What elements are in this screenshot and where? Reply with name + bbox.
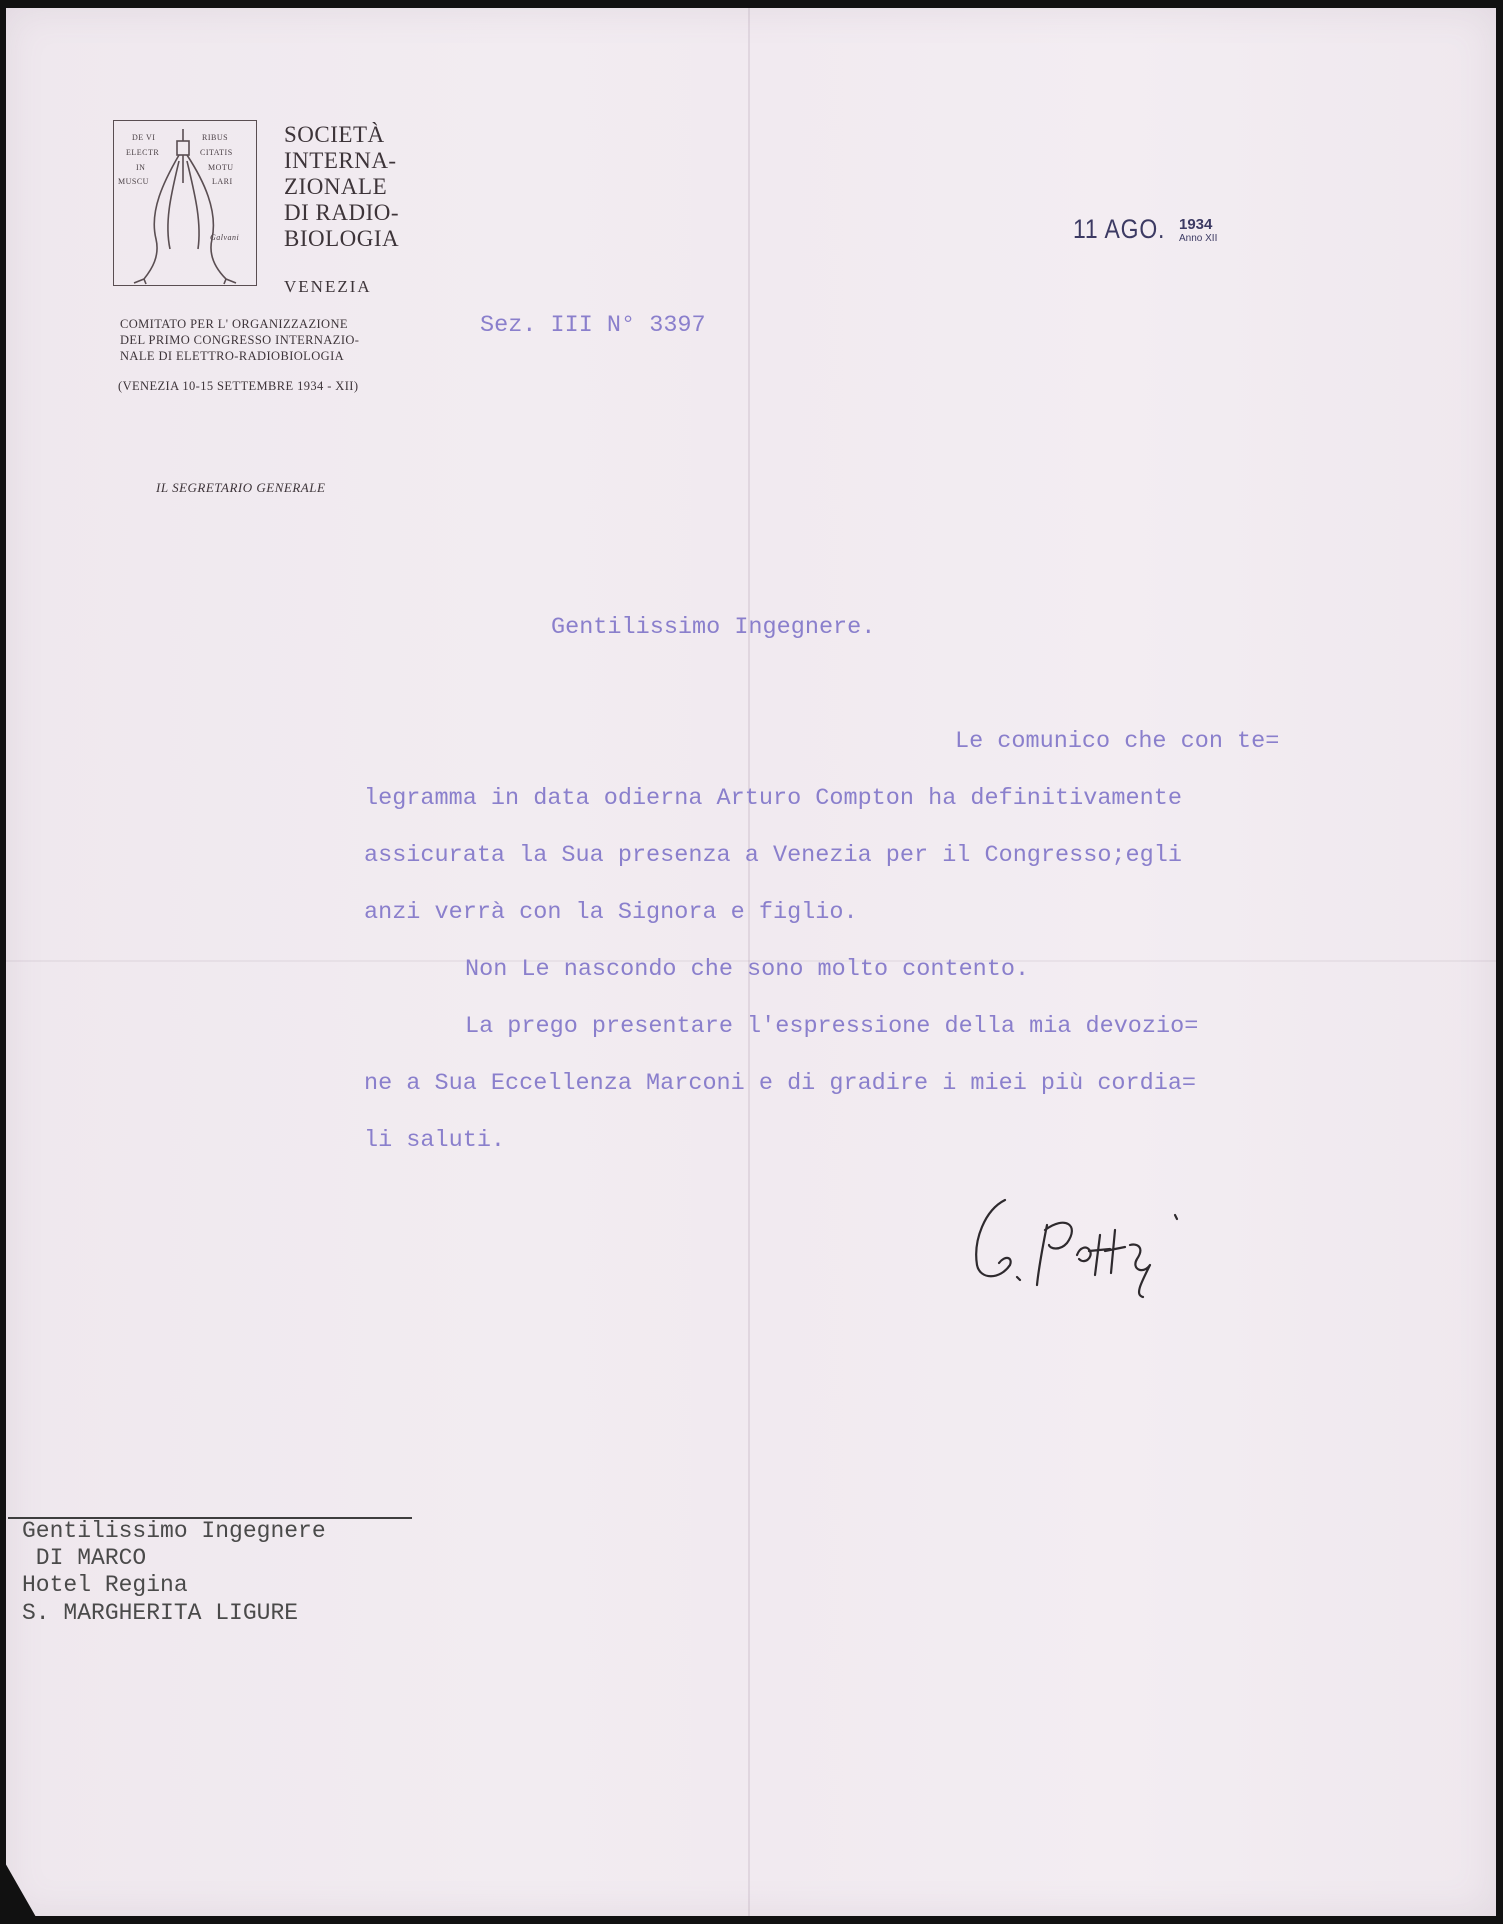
body-line: li saluti. <box>364 1127 506 1154</box>
logo-text: LARI <box>212 177 233 186</box>
society-name-line: SOCIETÀ <box>284 122 385 147</box>
reference-number: Sez. III N° 3397 <box>480 312 706 339</box>
frog-emblem-icon <box>114 121 256 285</box>
stamp-year: 1934 <box>1179 216 1213 233</box>
torn-corner <box>0 1854 40 1924</box>
stamp-anno: Anno XII <box>1179 233 1218 244</box>
logo-text: ELECTR <box>126 148 160 157</box>
date-stamp <box>1073 214 1218 245</box>
handwritten-signature <box>965 1185 1195 1315</box>
society-logo <box>113 120 257 286</box>
logo-text: CITATIS <box>200 148 233 157</box>
body-line: ne a Sua Eccellenza Marconi e di gradire i miei più cordia= <box>364 1070 1197 1097</box>
logo-text: MUSCU <box>118 177 149 186</box>
recipient-line: Gentilissimo Ingegnere <box>22 1518 326 1544</box>
society-name-line: INTERNA- <box>284 148 397 173</box>
society-name <box>284 122 424 252</box>
recipient-hotel: Hotel Regina <box>22 1572 188 1598</box>
congress-dates: (VENEZIA 10-15 SETTEMBRE 1934 - XII) <box>118 379 359 393</box>
stamp-date: 11 AGO. <box>1073 214 1166 244</box>
society-name-line: DI RADIO- <box>284 200 400 225</box>
logo-text: DE VI <box>132 133 156 142</box>
salutation: Gentilissimo Ingegnere. <box>551 614 876 641</box>
committee-line: COMITATO PER L' ORGANIZZAZIONE <box>120 317 348 331</box>
body-line: Le comunico che con te= <box>955 728 1280 755</box>
logo-signature: Galvani <box>210 233 240 242</box>
committee-line: DEL PRIMO CONGRESSO INTERNAZIO- <box>120 333 360 347</box>
society-name-line: ZIONALE <box>284 174 388 199</box>
committee-heading <box>120 316 420 364</box>
recipient-city: S. MARGHERITA LIGURE <box>22 1600 299 1626</box>
body-line: anzi verrà con la Signora e figlio. <box>364 899 858 926</box>
signature-icon <box>965 1185 1195 1315</box>
society-name-line: BIOLOGIA <box>284 226 400 251</box>
logo-text: RIBUS <box>202 133 229 142</box>
body-line: legramma in data odierna Arturo Compton ha definitivamente <box>364 785 1182 812</box>
recipient-name: DI MARCO <box>22 1545 147 1571</box>
body-line: assicurata la Sua presenza a Venezia per il Congresso;egli <box>364 842 1182 869</box>
body-line: Non Le nascondo che sono molto contento. <box>465 956 1030 983</box>
logo-text: MOTU <box>208 163 234 172</box>
secretary-title: IL SEGRETARIO GENERALE <box>156 480 326 495</box>
committee-line: NALE DI ELETTRO-RADIOBIOLOGIA <box>120 349 345 363</box>
society-city: VENEZIA <box>284 277 372 296</box>
logo-text: IN <box>136 163 146 172</box>
body-line: La prego presentare l'espressione della mia devozio= <box>465 1013 1199 1040</box>
